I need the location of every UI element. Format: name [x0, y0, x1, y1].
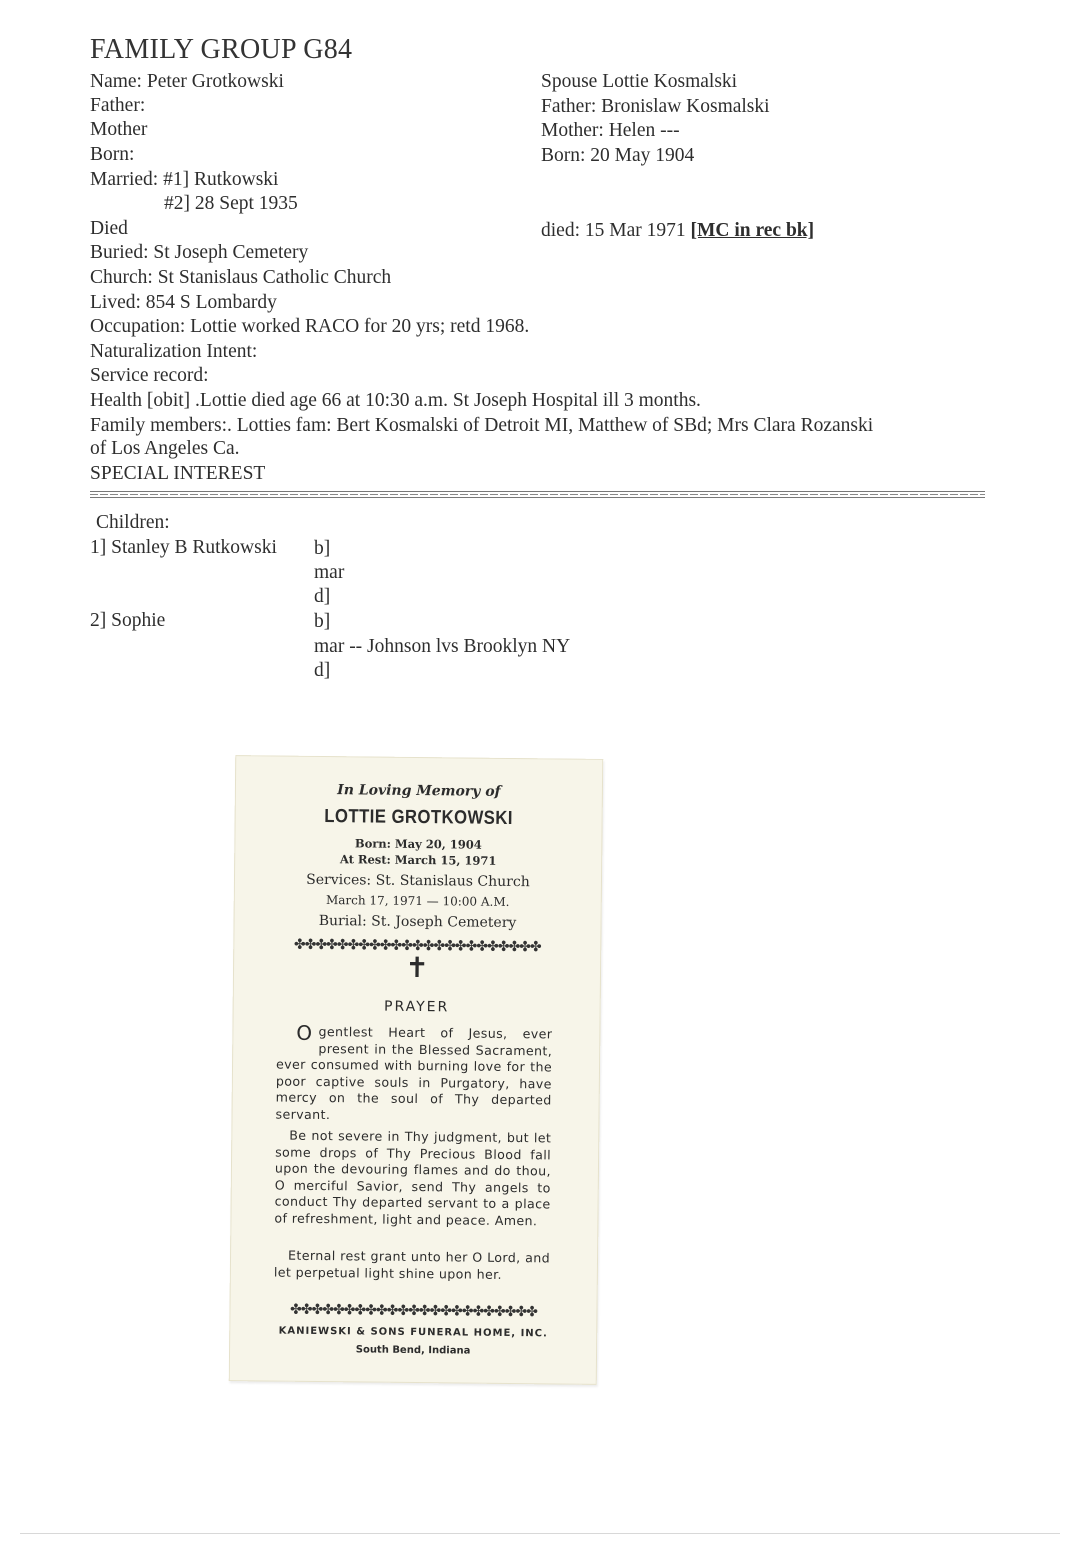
card-burial: Burial: St. Joseph Cemetery — [318, 912, 517, 932]
spouse-died-text: died: 15 Mar 1971 — [541, 220, 691, 241]
health-field: Health [obit] .Lottie died age 66 at 10:30 a.m. St Joseph Hospital ill 3 months. — [90, 390, 701, 411]
card-services: Services: St. Stanislaus Church — [306, 871, 530, 891]
family-members-line-1: Family members:. Lotties fam: Bert Kosmalski of Detroit MI, Matthew of SBd; Mrs Clara Rozanski — [90, 415, 874, 436]
family-members-line-2: of Los Angeles Ca. — [90, 438, 240, 459]
spouse-born-field: Born: 20 May 1904 — [541, 145, 695, 166]
died-field: Died — [90, 218, 128, 239]
child-1-born: b] — [314, 538, 331, 559]
card-at-rest: At Rest: March 15, 1971 — [339, 852, 497, 868]
cross-icon: ✝ — [405, 950, 429, 985]
born-field: Born: — [90, 144, 135, 165]
ornament-divider-bottom: ✤✤✤✤✤✤✤✤✤✤✤✤✤✤✤✤✤✤✤✤✤✤✤ — [289, 1301, 537, 1321]
spouse-father-field: Father: Bronislaw Kosmalski — [541, 96, 770, 117]
child-2-name: 2] Sophie — [90, 610, 166, 631]
child-1-died: d] — [314, 586, 331, 607]
spouse-mother-field: Mother: Helen --- — [541, 120, 680, 141]
memorial-card — [229, 755, 604, 1385]
prayer-paragraph-2: Be not severe in Thy judgment, but let some drops of Thy Precious Blood fall upon the devouring flames and do thou, O merciful Savior, send Thy angels to conduct Thy departed servant to a place of refreshment, light and peace. Amen. — [274, 1127, 552, 1229]
drop-cap: O — [296, 1020, 313, 1045]
married-field-1: Married: #1] Rutkowski — [90, 169, 279, 190]
page-title: FAMILY GROUP G84 — [90, 34, 353, 65]
funeral-home-city: South Bend, Indiana — [355, 1344, 471, 1357]
card-born: Born: May 20, 1904 — [354, 836, 482, 852]
name-field: Name: Peter Grotkowski — [90, 71, 284, 92]
card-memory-line: In Loving Memory of — [337, 782, 501, 800]
married-field-2: #2] 28 Sept 1935 — [164, 193, 298, 214]
spouse-died-field — [541, 219, 814, 243]
buried-field: Buried: St Joseph Cemetery — [90, 242, 309, 263]
prayer-paragraph-1-text: gentlest Heart of Jesus, ever present in the Blessed Sacrament, ever consumed with burning love for the poor captive souls in Purgatory, have mercy on the soul of Thy departed servant. — [275, 1023, 553, 1123]
occupation-field: Occupation: Lottie worked RACO for 20 yrs; retd 1968. — [90, 316, 530, 337]
page-bottom-edge — [20, 1533, 1060, 1534]
child-2-died: d] — [314, 660, 331, 681]
prayer-paragraph-3: Eternal rest grant unto her O Lord, and let perpetual light shine upon her. — [273, 1247, 551, 1282]
children-heading: Children: — [96, 512, 170, 533]
lived-field: Lived: 854 S Lombardy — [90, 292, 277, 313]
record-book-note: [MC in rec bk] — [690, 220, 815, 241]
service-record-field: Service record: — [90, 365, 209, 386]
card-deceased-name: LOTTIE GROTKOWSKI — [324, 806, 514, 830]
church-field: Church: St Stanislaus Catholic Church — [90, 267, 392, 288]
ornament-divider-top: ✤✤✤✤✤✤✤✤✤✤✤✤✤✤✤✤✤✤✤✤✤✤✤ — [293, 936, 541, 956]
naturalization-field: Naturalization Intent: — [90, 341, 258, 362]
funeral-home-name: KANIEWSKI & SONS FUNERAL HOME, INC. — [278, 1325, 548, 1340]
special-interest-heading: SPECIAL INTEREST — [90, 463, 266, 484]
child-2-born: b] — [314, 611, 331, 632]
spouse-field: Spouse Lottie Kosmalski — [541, 71, 738, 92]
child-1-married: mar — [314, 562, 345, 583]
child-2-married: mar -- Johnson lvs Brooklyn NY — [314, 636, 571, 657]
child-1-name: 1] Stanley B Rutkowski — [90, 537, 277, 558]
card-prayer-title: PRAYER — [383, 998, 450, 1016]
prayer-paragraph-1 — [275, 1020, 553, 1126]
mother-field: Mother — [90, 119, 148, 140]
card-service-date: March 17, 1971 — 10:00 A.M. — [325, 893, 510, 909]
section-divider — [90, 491, 985, 498]
father-field: Father: — [90, 95, 146, 116]
